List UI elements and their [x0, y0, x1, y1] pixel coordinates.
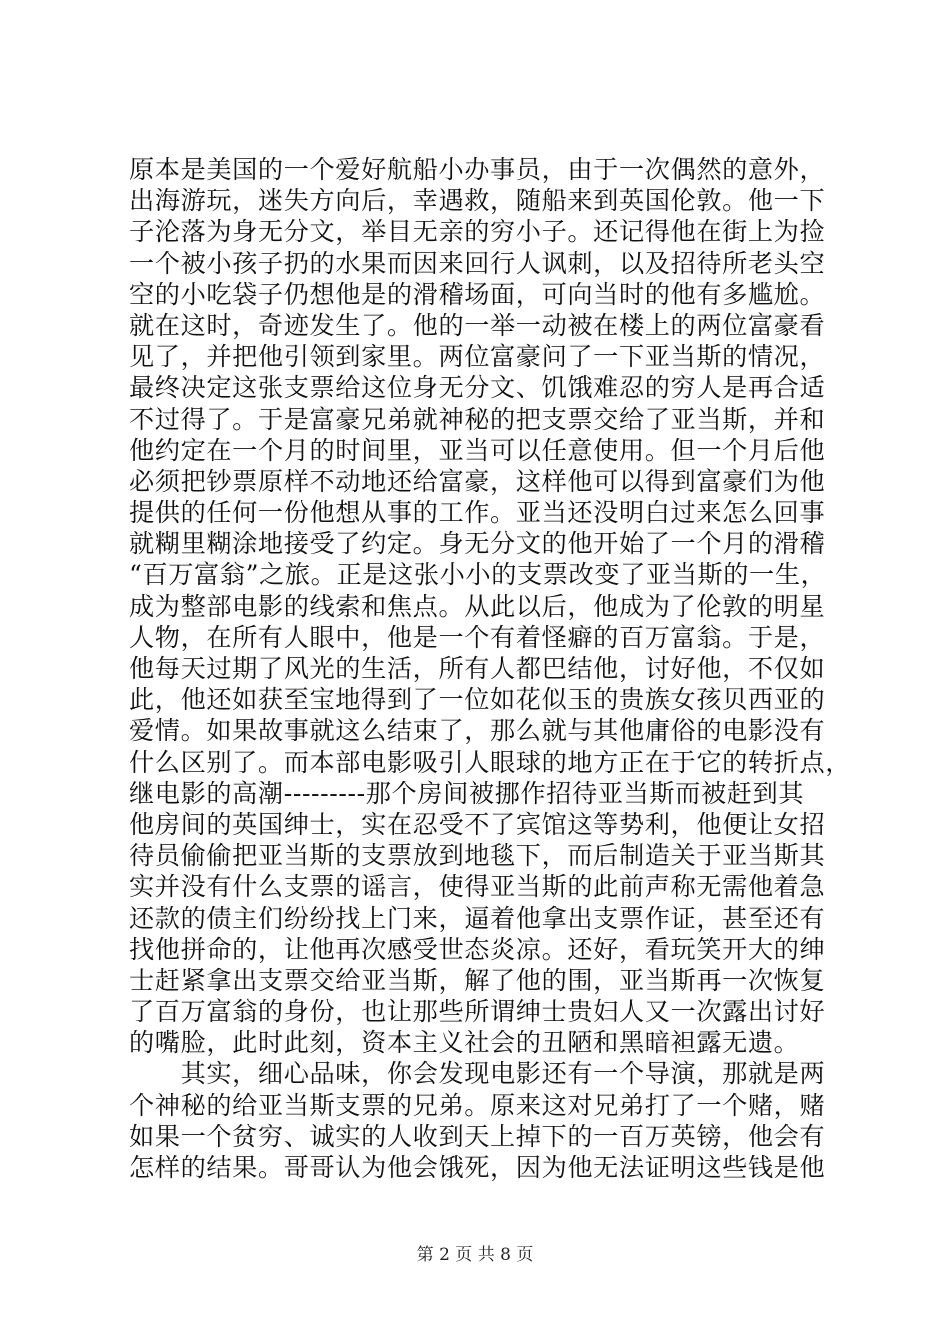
text-line: 原本是美国的一个爱好航船小办事员，由于一次偶然的意外，	[129, 155, 826, 184]
text-line: 成为整部电影的线索和焦点。从此以后，他成为了伦敦的明星	[129, 591, 826, 621]
text-line: 的嘴脸，此时此刻，资本主义社会的丑陋和黑暗袒露无遗。	[129, 1028, 800, 1058]
text-line: 出海游玩，迷失方向后，幸遇救，随船来到英国伦敦。他一下	[129, 186, 826, 216]
text-line: 一个被小孩子扔的水果而因来回行人讽刺，以及招待所老头空	[129, 248, 826, 278]
text-line: 空的小吃袋子仍想他是的滑稽场面，可向当时的他有多尴尬。	[129, 279, 826, 309]
text-line: 最终决定这张支票给这位身无分文、饥饿难忍的穷人是再合适	[129, 373, 826, 403]
text-line: 如果一个贫穷、诚实的人收到天上掉下的一百万英镑，他会有	[129, 1121, 826, 1151]
text-line: “百万富翁”之旅。正是这张小小的支票改变了亚当斯的一生，	[129, 560, 827, 590]
text-line: 找他拼命的，让他再次感受世态炎凉。还好，看玩笑开大的绅	[129, 934, 826, 964]
body-text	[129, 154, 852, 1183]
text-line: 还款的债主们纷纷找上门来，逼着他拿出支票作证，甚至还有	[129, 903, 826, 933]
text-line: 爱情。如果故事就这么结束了，那么就与其他庸俗的电影没有	[129, 716, 826, 746]
text-line: 就糊里糊涂地接受了约定。身无分文的他开始了一个月的滑稽	[129, 529, 826, 559]
text-line: 见了，并把他引领到家里。两位富豪问了一下亚当斯的情况，	[129, 342, 826, 372]
text-line: 怎样的结果。哥哥认为他会饿死，因为他无法证明这些钱是他	[129, 1153, 826, 1182]
text-line: 就在这时，奇迹发生了。他的一举一动被在楼上的两位富豪看	[129, 310, 826, 340]
text-line: 提供的任何一份他想从事的工作。亚当还没明白过来怎么回事	[129, 498, 826, 528]
text-line: 了百万富翁的身份，也让那些所谓绅士贵妇人又一次露出讨好	[129, 997, 826, 1027]
text-line: 什么区别了。而本部电影吸引人眼球的地方正在于它的转折点，	[129, 747, 852, 777]
text-line: 待员偷偷把亚当斯的支票放到地毯下，而后制造关于亚当斯其	[129, 841, 826, 871]
text-line: 必须把钞票原样不动地还给富豪，这样他可以得到富豪们为他	[129, 466, 826, 496]
text-line: 他房间的英国绅士，实在忍受不了宾馆这等势利，他便让女招	[129, 809, 826, 839]
text-line: 子沦落为身无分文，举目无亲的穷小子。还记得他在街上为捡	[129, 217, 826, 247]
text-line: 士赶紧拿出支票交给亚当斯，解了他的围，亚当斯再一次恢复	[129, 965, 826, 995]
text-line: 继电影的高潮---------那个房间被挪作招待亚当斯而被赶到其	[129, 778, 805, 808]
text-line: 不过得了。于是富豪兄弟就神秘的把支票交给了亚当斯，并和	[129, 404, 826, 434]
text-line: 人物，在所有人眼中，他是一个有着怪癖的百万富翁。于是，	[129, 622, 826, 652]
text-line: 此，他还如获至宝地得到了一位如花似玉的贵族女孩贝西亚的	[129, 685, 826, 715]
page-number-footer: 第 2 页 共 8 页	[416, 1245, 534, 1265]
text-line: 实并没有什么支票的谣言，使得亚当斯的此前声称无需他着急	[129, 872, 826, 902]
text-line: 他每天过期了风光的生活，所有人都巴结他，讨好他，不仅如	[129, 654, 826, 683]
text-line: 他约定在一个月的时间里，亚当可以任意使用。但一个月后他	[129, 435, 826, 465]
text-line: 个神秘的给亚当斯支票的兄弟。原来这对兄弟打了一个赌，赌	[129, 1090, 826, 1120]
text-line: 其实，细心品味，你会发现电影还有一个导演，那就是两	[129, 1059, 826, 1089]
